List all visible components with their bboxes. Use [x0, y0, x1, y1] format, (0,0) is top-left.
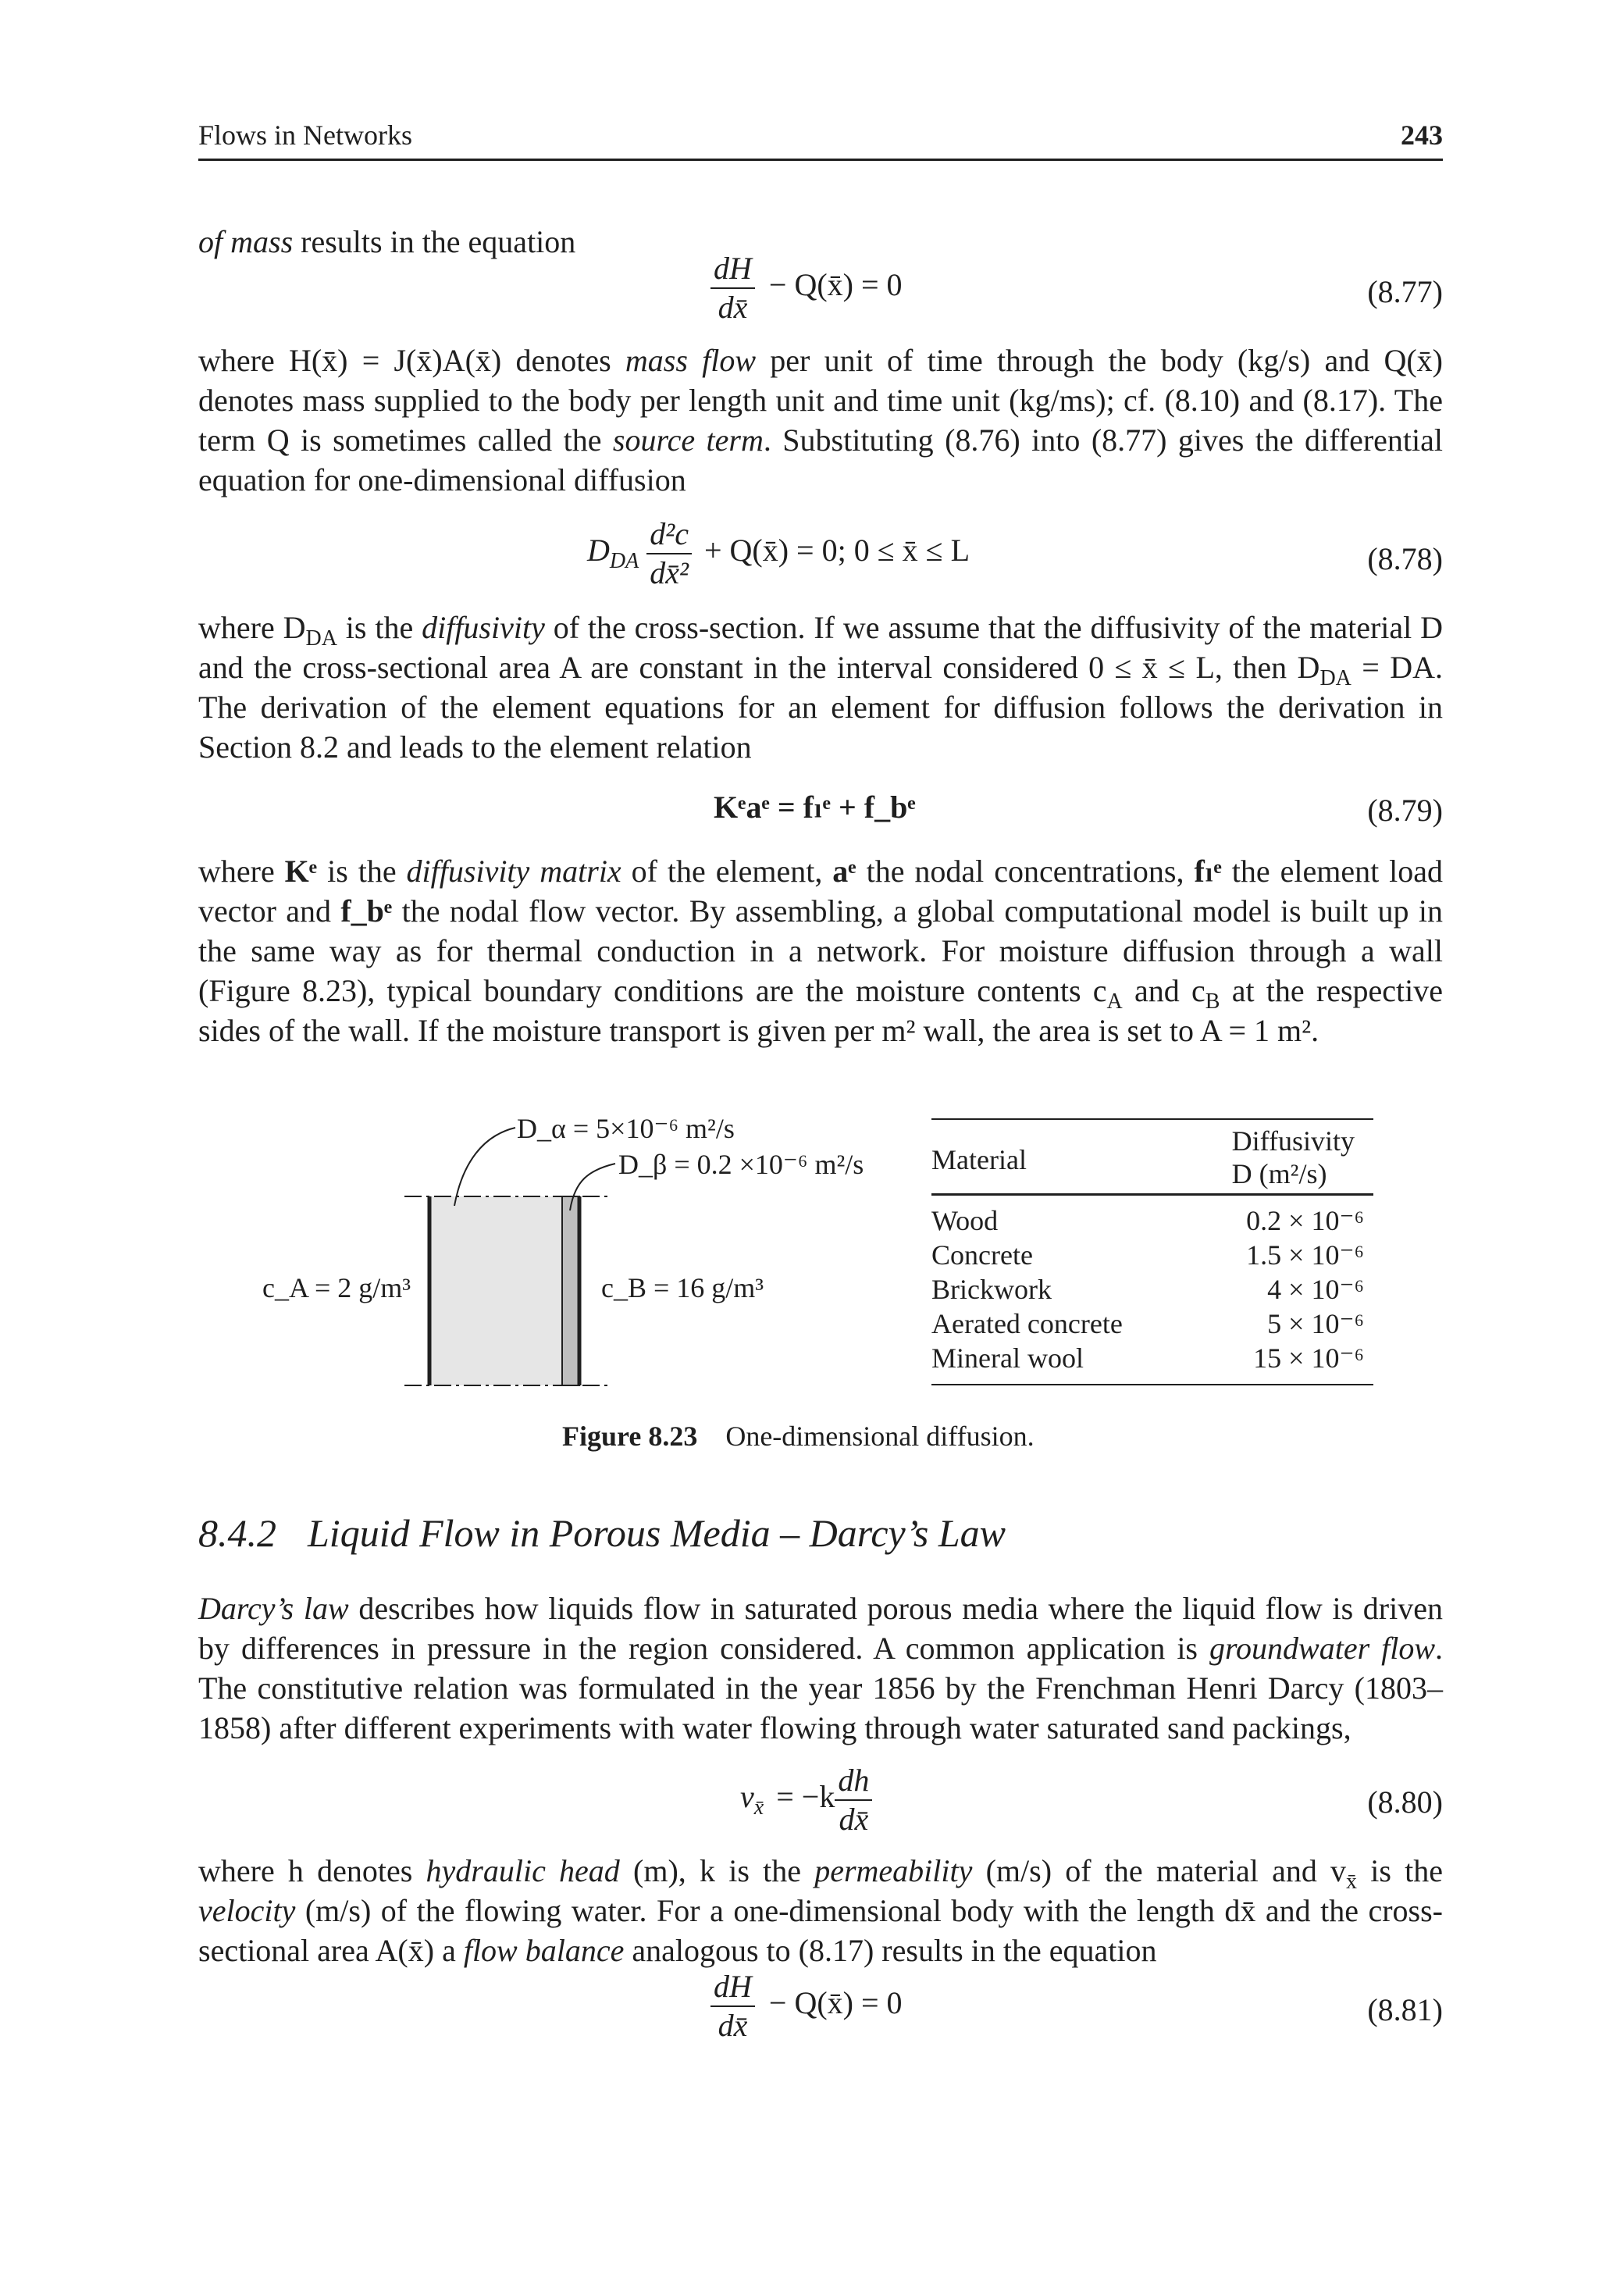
paragraph-2: where H(x̄) = J(x̄)A(x̄) denotes mass flow per unit of time through the body (kg/s) and Q(x̄) denotes mass supplied to the body per length unit and time unit (kg/ms); cf. (8.10) and (8.17). The term Q is sometimes called the source term. Substituting (8.76) into (8.77) gives the differential equation for one-dimensional diffusion — [198, 343, 1444, 497]
diffusivity-table — [931, 1118, 1373, 1392]
table-row: Concrete 1.5 × 10⁻⁶ — [931, 1239, 1364, 1271]
wall-diagram — [234, 1109, 906, 1398]
equation-number: (8.79) — [1367, 793, 1443, 828]
equation-8-77: $\frac{dH}{dx̄}$ − Q(x̄) = 0 — [710, 253, 903, 323]
table-header-diffusivity: Diffusivity D (m²/s) — [1231, 1125, 1355, 1189]
page-number: 243 — [1401, 119, 1443, 151]
concentration-b-label: c_B = 16 g/m³ — [601, 1272, 764, 1303]
table-header-material: Material — [931, 1144, 1027, 1175]
diffusivity-alpha-label: D_α = 5×10⁻⁶ m²/s — [517, 1113, 735, 1144]
figure-caption: Figure 8.23 One-dimensional diffusion. — [562, 1421, 1035, 1452]
paragraph-1: of mass results in the equation — [198, 224, 576, 259]
section-heading: 8.4.2 Liquid Flow in Porous Media – Darcy’s Law — [198, 1511, 1006, 1555]
paragraph-3: where $D_{DA}$ is the diffusivity of the cross-section. If we assume that the diffusivity of the material D and the cross-sectional area A are constant in the interval considered 0 ≤ x̄ ≤ L, then $D_{DA}$ = DA. The derivation of the element equations for an element for diffusion follows the derivation in Section 8.2 and leads to the element relation — [198, 610, 1444, 765]
running-title: Flows in Networks — [198, 119, 413, 151]
concentration-a-label: c_A = 2 g/m³ — [262, 1272, 411, 1303]
paragraph-6: where h denotes hydraulic head (m), k is the permeability (m/s) of the material and $v_{x̄}$ is the velocity (m/s) of the flowing water. For a one-dimensional body with the length dx̄ and the cross-sectional area A(x̄) a flow balance analogous to (8.17) results in the equation — [198, 1853, 1444, 1968]
equation-number: (8.78) — [1367, 541, 1443, 576]
equation-8-79: Kᵉaᵉ = fₗᵉ + f_bᵉ — [714, 790, 916, 825]
diffusivity-beta-label: D_β = 0.2 ×10⁻⁶ m²/s — [618, 1149, 864, 1180]
table-row: Wood 0.2 × 10⁻⁶ — [931, 1205, 1364, 1236]
header-rule — [198, 159, 1443, 161]
equation-number: (8.80) — [1367, 1784, 1443, 1820]
equation-number: (8.81) — [1367, 1992, 1443, 2027]
table-bottom-rule — [931, 1384, 1373, 1385]
equation-8-81: $\frac{dH}{dx̄}$ − Q(x̄) = 0 — [710, 1971, 903, 2041]
equation-8-78: $D_{DA}$ $\frac{\text{d²c}}{\text{dx̄²}}$ + Q(x̄) = 0; 0 ≤ x̄ ≤ L — [587, 516, 970, 590]
paragraph-4: where Kᵉ is the diffusivity matrix of the element, aᵉ the nodal concentrations, fₗᵉ the element load vector and f_bᵉ the nodal flow vector. By assembling, a global computational model is built up in the same way as for thermal conduction in a network. For moisture diffusion through a wall (Figure 8.23), typical boundary conditions are the moisture contents $c_A$ and $c_B$ at the respective sides of the wall. If the moisture transport is given per m² wall, the area is set to A = 1 m². — [198, 854, 1444, 1048]
table-row: Brickwork 4 × 10⁻⁶ — [931, 1274, 1364, 1305]
equation-8-80: $v_{x̄} = -k$ $\frac{dh}{dx̄}$ — [740, 1765, 872, 1835]
table-top-rule — [931, 1118, 1373, 1120]
table-mid-rule — [931, 1193, 1373, 1196]
paragraph-5: Darcy’s law describes how liquids flow in saturated porous media where the liquid flow is driven by differences in pressure in the region considered. A common application is groundwater flow. The constitutive relation was formulated in the year 1856 by the Frenchman Henri Darcy (1803–1858) after different experiments with water flowing through water saturated sand packings, — [198, 1591, 1443, 1745]
leader-alpha — [454, 1128, 515, 1206]
wall-layer-alpha — [429, 1196, 562, 1385]
equation-number: (8.77) — [1367, 274, 1443, 309]
table-row: Mineral wool 15 × 10⁻⁶ — [931, 1342, 1364, 1374]
wall-layer-beta — [562, 1196, 579, 1385]
table-row: Aerated concrete 5 × 10⁻⁶ — [931, 1308, 1364, 1339]
